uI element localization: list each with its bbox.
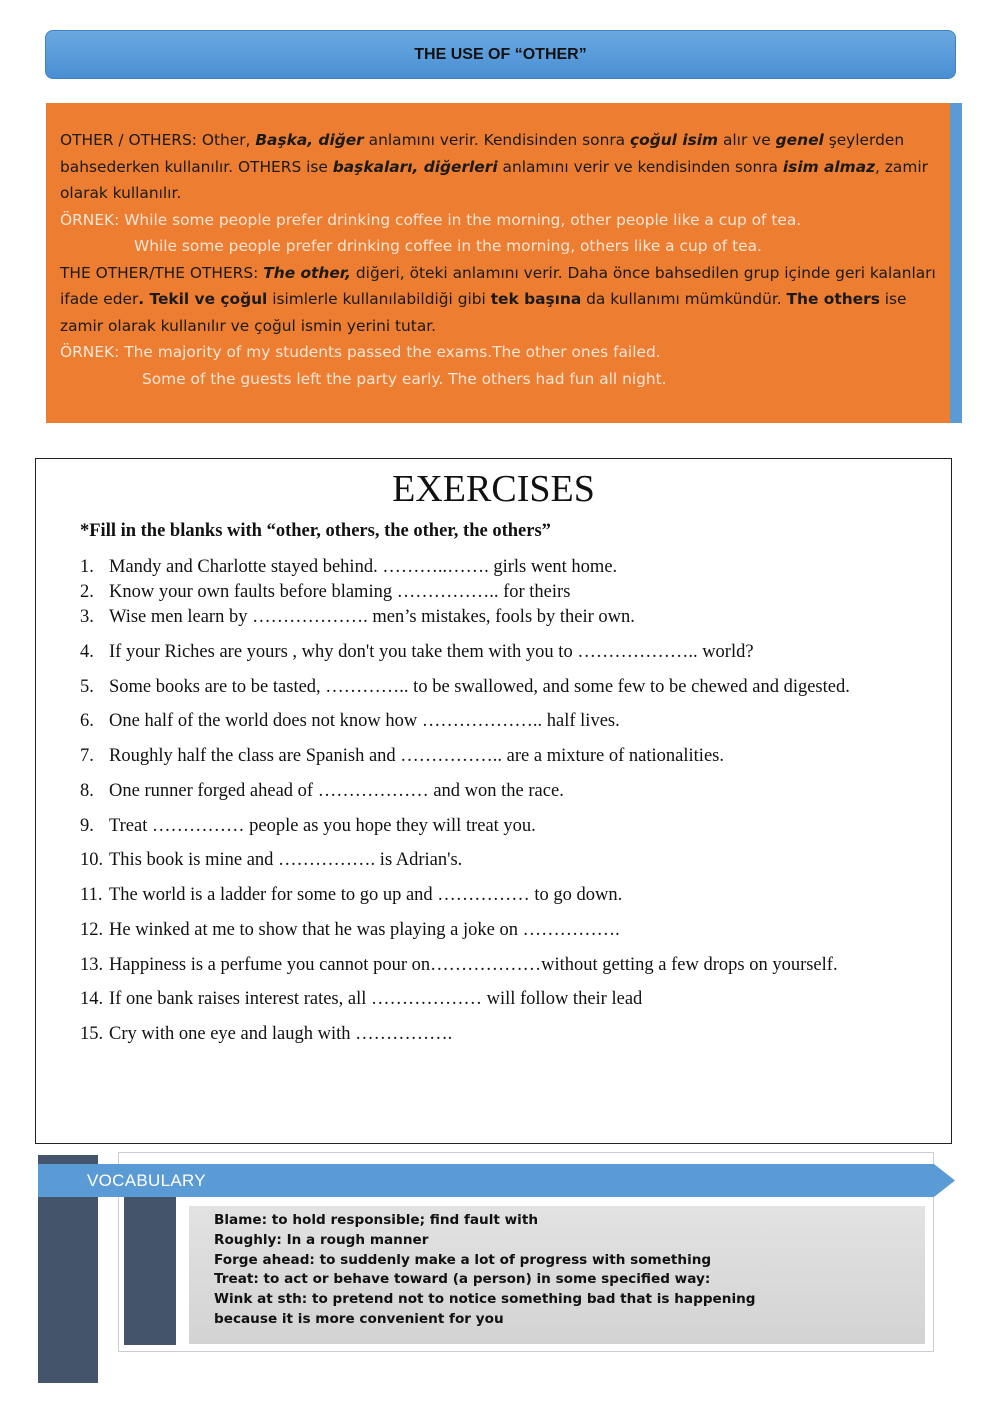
title-banner <box>45 30 956 79</box>
vocab-definition: Wink at sth: to pretend not to notice something bad that is happening <box>214 1291 756 1308</box>
exercises-instruction: *Fill in the blanks with “other, others, the other, the others” <box>80 521 551 541</box>
exercise-item: 10. This book is mine and ……………. is Adrian's. <box>80 850 463 870</box>
exercise-item: 1. Mandy and Charlotte stayed behind. ………..……. girls went home. <box>80 557 618 577</box>
vocab-definition: Roughly: In a rough manner <box>214 1231 429 1248</box>
example-4: Some of the guests left the party early. The others had fun all night. <box>142 369 667 388</box>
exercise-item: 13. Happiness is a perfume you cannot pour on………………without getting a few drops on yourself. <box>80 955 838 975</box>
vocabulary-label: VOCABULARY <box>87 1171 206 1190</box>
other-others-rule: OTHER / OTHERS: Other, Başka, diğer anlamını verir. Kendisinden sonra çoğul isim alır ve genel şeylerden bahsederken kullanılır. OTHERS ise başkaları, diğerleri anlamını verir ve kendisinden sonra isim almaz, zamir olarak kullanılır. <box>60 131 928 202</box>
exercise-item: 14. If one bank raises interest rates, all ……………… will follow their lead <box>80 989 643 1009</box>
vocab-definition: Blame: to hold responsible; find fault with <box>214 1212 539 1228</box>
page-title: THE USE OF “OTHER” <box>414 45 587 63</box>
grammar-box <box>46 103 950 423</box>
example-3: ÖRNEK: The majority of my students passed the exams.The other ones failed. <box>60 343 661 361</box>
vocab-definition: Treat: to act or behave toward (a person) in some specified way: <box>214 1271 711 1288</box>
exercise-item: 12. He winked at me to show that he was playing a joke on ……………. <box>80 920 620 940</box>
exercise-item: 9. Treat …………… people as you hope they will treat you. <box>80 816 536 836</box>
the-other-rule: THE OTHER/THE OTHERS: The other, diğeri, öteki anlamını verir. Daha önce bahsedilen grup içinde geri kalanları ifade eder. Tekil ve çoğul isimlerle kullanılabildiği gibi tek başına da kullanımı mümkündür. The others ise zamir olarak kullanılır ve çoğul ismin yerini tutar. <box>60 263 936 335</box>
exercises-box <box>35 458 952 1144</box>
exercises-title: EXERCISES <box>392 468 595 510</box>
vocabulary-definitions <box>189 1206 925 1344</box>
exercise-item: 6. One half of the world does not know how ……………….. half lives. <box>80 711 620 731</box>
vocabulary-decor-bar-right <box>124 1185 176 1345</box>
vocab-definition: Forge ahead: to suddenly make a lot of progress with something <box>214 1251 712 1268</box>
exercise-item: 15. Cry with one eye and laugh with ……………. <box>80 1024 453 1044</box>
exercise-item: 5. Some books are to be tasted, ………….. to be swallowed, and some few to be chewed and digested. <box>80 677 850 697</box>
example-2: While some people prefer drinking coffee in the morning, others like a cup of tea. <box>134 237 762 255</box>
example-1: ÖRNEK: While some people prefer drinking coffee in the morning, other people like a cup of tea. <box>60 210 802 229</box>
exercise-item: 7. Roughly half the class are Spanish and …………….. are a mixture of nationalities. <box>80 746 724 766</box>
vocab-definition: because it is more convenient for you <box>214 1310 504 1327</box>
exercise-item: 3. Wise men learn by ………………. men’s mistakes, fools by their own. <box>80 607 635 627</box>
exercise-item: 2. Know your own faults before blaming …………….. for theirs <box>80 582 571 602</box>
exercise-item: 11. The world is a ladder for some to go up and …………… to go down. <box>80 885 623 905</box>
grammar-box-stripe <box>950 103 962 423</box>
exercise-item: 4. If your Riches are yours , why don't you take them with you to ……………….. world? <box>80 642 754 662</box>
exercise-item: 8. One runner forged ahead of ……………… and won the race. <box>80 781 564 801</box>
